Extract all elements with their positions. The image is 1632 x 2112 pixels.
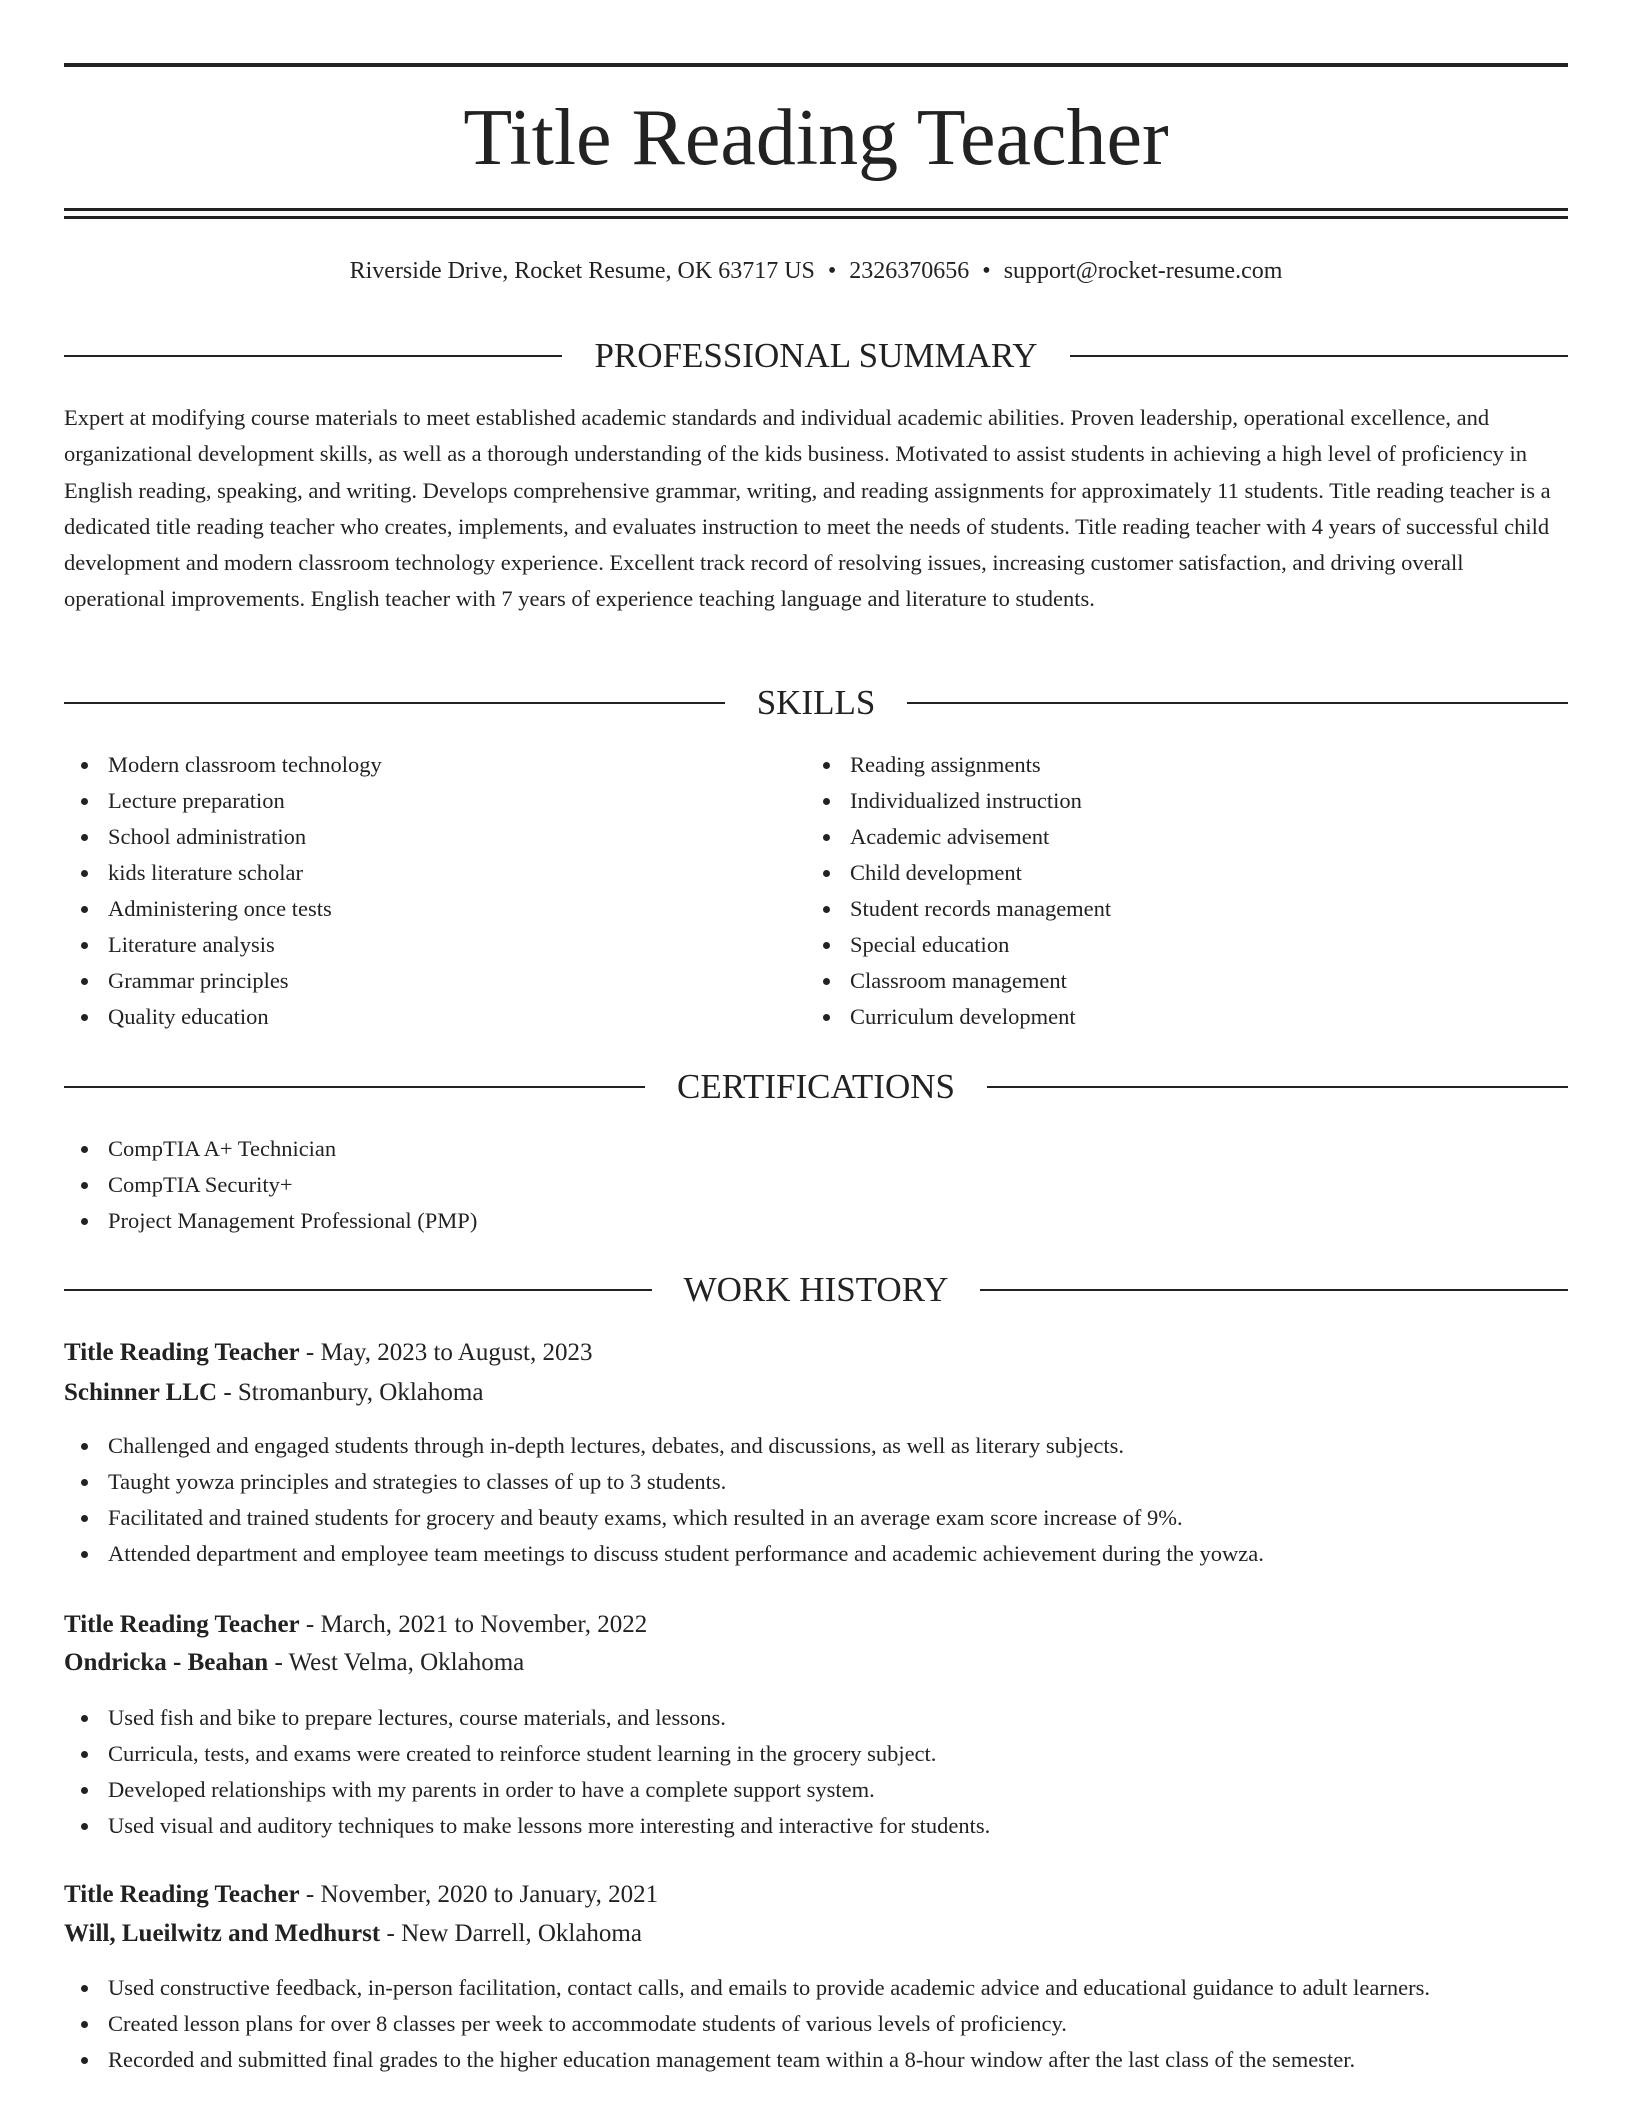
job-dates: - November, 2020 to January, 2021 [299, 1881, 659, 1908]
resume-name-title: Title Reading Teacher [463, 94, 1169, 182]
job-title: Title Reading Teacher [64, 1611, 300, 1638]
certification-item: Project Management Professional (PMP) [64, 1203, 1568, 1239]
skill-item: Individualized instruction [806, 783, 1546, 819]
section-heading-summary [64, 334, 1568, 378]
section-heading-label: SKILLS [756, 683, 876, 722]
job-company: Ondricka - Beahan [64, 1649, 269, 1676]
contact-address: Riverside Drive, Rocket Resume, OK 63717 US [349, 258, 815, 284]
job-duty-item: Facilitated and trained students for grocery and beauty exams, which resulted in an average exam score increase of 9%. [64, 1500, 1568, 1536]
section-heading-skills [64, 681, 1568, 725]
heading-rule-left [64, 1086, 645, 1088]
job-duty-item: Challenged and engaged students through in-depth lectures, debates, and discussions, as well as literary subjects. [64, 1428, 1568, 1464]
section-heading-label: CERTIFICATIONS [677, 1067, 955, 1106]
header-double-rule-lower [64, 216, 1568, 219]
skill-item: Lecture preparation [64, 783, 804, 819]
job-duty-item: Used visual and auditory techniques to make lessons more interesting and interactive for students. [64, 1808, 1568, 1844]
job-duty-item: Used constructive feedback, in-person facilitation, contact calls, and emails to provide academic advice and educational guidance to adult learners. [64, 1970, 1568, 2006]
skills-list-left [64, 747, 804, 1035]
job-dates: - May, 2023 to August, 2023 [299, 1339, 593, 1366]
section-heading-certifications [64, 1065, 1568, 1109]
skill-item: Modern classroom technology [64, 747, 804, 783]
contact-separator: • [827, 258, 837, 284]
job-title-line [64, 1335, 1568, 1371]
job-title: Title Reading Teacher [64, 1339, 300, 1366]
job-duty-item: Used fish and bike to prepare lectures, course materials, and lessons. [64, 1700, 1568, 1736]
section-heading-label: WORK HISTORY [683, 1270, 949, 1309]
job-title-line [64, 1607, 1568, 1643]
contact-separator: • [982, 258, 991, 284]
skill-item: Quality education [64, 999, 804, 1035]
contact-line [64, 254, 1568, 288]
heading-rule-right [980, 1289, 1568, 1291]
job-company: Will, Lueilwitz and Medhurst [64, 1920, 381, 1947]
skill-item: Child development [806, 855, 1546, 891]
job-duty-item: Developed relationships with my parents in order to have a complete support system. [64, 1772, 1568, 1808]
heading-rule-left [64, 355, 562, 357]
job-duty-item: Taught yowza principles and strategies to classes of up to 3 students. [64, 1464, 1568, 1500]
job-company-line [64, 1645, 1568, 1681]
job-location: - West Velma, Oklahoma [268, 1649, 525, 1676]
skill-item: kids literature scholar [64, 855, 804, 891]
job-duty-item: Attended department and employee team meetings to discuss student performance and academic achievement during the yowza. [64, 1536, 1568, 1572]
skill-item: Student records management [806, 891, 1546, 927]
skill-item: Academic advisement [806, 819, 1546, 855]
job-title: Title Reading Teacher [64, 1881, 300, 1908]
certification-item: CompTIA Security+ [64, 1167, 1568, 1203]
section-heading-work-history [64, 1268, 1568, 1312]
section-heading-label: PROFESSIONAL SUMMARY [594, 336, 1038, 375]
contact-email: support@rocket-resume.com [1003, 258, 1283, 284]
job-duties-list [64, 1700, 1568, 1844]
certification-item: CompTIA A+ Technician [64, 1131, 1568, 1167]
job-duty-item: Curricula, tests, and exams were created to reinforce student learning in the grocery subject. [64, 1736, 1568, 1772]
job-title-line [64, 1877, 1568, 1913]
skill-item: Grammar principles [64, 963, 804, 999]
heading-rule-right [1070, 355, 1568, 357]
job-duty-item: Created lesson plans for over 8 classes per week to accommodate students of various levels of proficiency. [64, 2006, 1568, 2042]
skill-item: Special education [806, 927, 1546, 963]
contact-phone: 2326370656 [849, 258, 970, 284]
job-company: Schinner LLC [64, 1379, 218, 1406]
certifications-list [64, 1131, 1568, 1239]
skill-item: Classroom management [806, 963, 1546, 999]
heading-rule-left [64, 1289, 652, 1291]
skill-item: Reading assignments [806, 747, 1546, 783]
skill-item: Literature analysis [64, 927, 804, 963]
job-dates: - March, 2021 to November, 2022 [299, 1611, 648, 1638]
heading-rule-right [987, 1086, 1568, 1088]
heading-rule-left [64, 702, 725, 704]
heading-rule-right [907, 702, 1568, 704]
skill-item: Curriculum development [806, 999, 1546, 1035]
skills-list-right [806, 747, 1546, 1035]
job-location: - New Darrell, Oklahoma [380, 1920, 642, 1947]
job-duties-list [64, 1970, 1568, 2078]
job-duty-item: Recorded and submitted final grades to the higher education management team within a 8-hour window after the last class of the semester. [64, 2042, 1568, 2078]
job-location: - Stromanbury, Oklahoma [217, 1379, 484, 1406]
skill-item: Administering once tests [64, 891, 804, 927]
job-company-line [64, 1375, 1568, 1411]
skill-item: School administration [64, 819, 804, 855]
header-double-rule-upper [64, 208, 1568, 211]
job-duties-list [64, 1428, 1568, 1572]
professional-summary-text: Expert at modifying course materials to meet established academic standards and individual academic abilities. Proven leadership, operational excellence, and organizational development skills, as well as a thorough understanding of the kids business. Motivated to assist students in achieving a high level of proficiency in English reading, speaking, and writing. Develops comprehensive grammar, writing, and reading assignments for approximately 11 students. Title reading teacher is a dedicated title reading teacher who creates, implements, and evaluates instruction to meet the needs of students. Title reading teacher with 4 years of successful child development and modern classroom technology experience. Excellent track record of resolving issues, increasing customer satisfaction, and driving overall operational improvements. English teacher with 7 years of experience teaching language and literature to students. [64, 405, 1551, 612]
header-top-rule [64, 63, 1568, 67]
job-company-line [64, 1916, 1568, 1952]
